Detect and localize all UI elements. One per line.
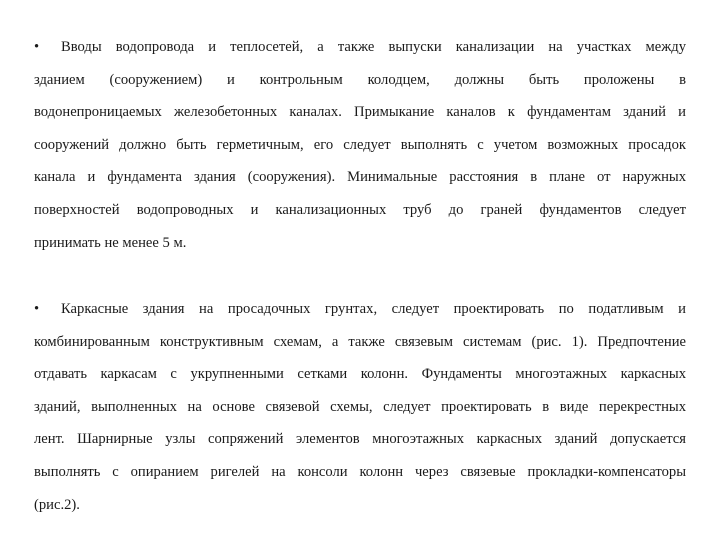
paragraph-line: принимать не менее 5 м. — [34, 234, 187, 251]
paragraph-line: водонепроницаемых железобетонных каналах. Примыкание каналов к фундаментам зданий и — [34, 104, 686, 121]
paragraph-line: • Каркасные здания на просадочных грунтах, следует проектировать по податливым и — [34, 293, 686, 326]
paragraph-line: выполнять с опиранием ригелей на консоли колонн через связевые прокладки-компенсаторы — [34, 463, 686, 480]
bullet-marker: • — [34, 301, 40, 317]
bullet-marker: • — [34, 39, 40, 55]
paragraph-line: (рис.2). — [34, 496, 80, 513]
paragraph-line: зданием (сооружением) и контрольным колодцем, должны быть проложены в — [34, 71, 686, 88]
paragraph-line: канала и фундамента здания (сооружения). Минимальные расстояния в плане от наружных — [34, 169, 686, 186]
paragraph-line: • Вводы водопровода и теплосетей, а также выпуски канализации на участках между — [34, 31, 686, 64]
paragraph-line: комбинированным конструктивным схемам, а также связевым системам (рис. 1). Предпочтение — [34, 333, 686, 350]
paragraph-line: отдавать каркасам с укрупненными сетками колонн. Фундаменты многоэтажных каркасных — [34, 366, 686, 383]
paragraph-line: зданий, выполненных на основе связевой схемы, следует проектировать в виде перекрестных — [34, 398, 686, 415]
paragraph-line: сооружений должно быть герметичным, его следует выполнять с учетом возможных просадок — [34, 136, 686, 153]
paragraph-frame-buildings — [34, 293, 686, 521]
paragraph-line: лент. Шарнирные узлы сопряжений элементов многоэтажных каркасных зданий допускается — [34, 431, 686, 448]
paragraph-line: поверхностей водопроводных и канализационных труб до граней фундаментов следует — [34, 201, 686, 218]
paragraph-building-inputs — [34, 31, 686, 259]
